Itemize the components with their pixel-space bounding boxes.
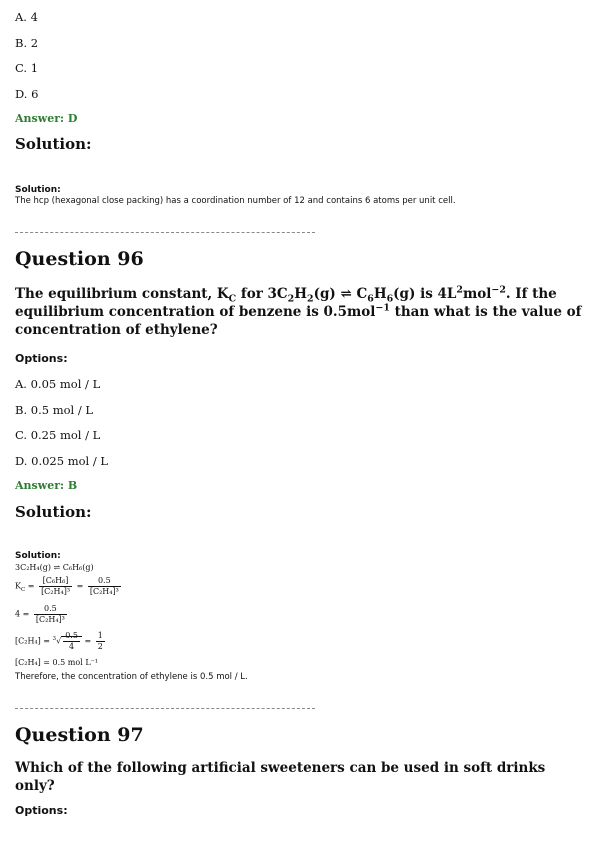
equation-four: 4 = $\frac{0.5}{\text{[C₂H₄]³}}$ <box>15 604 65 624</box>
option-b: B. 0.5 mol / L <box>15 403 94 417</box>
option-a: A. 4 <box>15 10 38 24</box>
option-c: C. 0.25 mol / L <box>15 428 101 442</box>
answer-label: Answer: D <box>15 112 78 125</box>
question-title: Question 97 <box>15 724 144 746</box>
divider <box>15 708 315 709</box>
option-d: D. 0.025 mol / L <box>15 454 109 468</box>
equation-root: [C₂H₄] = $^3$√ $\frac{0.5}{4}$ = $\frac{1}{2}$ <box>15 631 103 651</box>
divider <box>15 232 315 233</box>
option-b: B. 2 <box>15 36 39 50</box>
equation-kc: $K_C$ = $\frac{\text{[C₆H₆]}}{\text{[C₂H₄]³}}$ = $\frac{0.5}{\text{[C₂H₄]³}}$ <box>15 576 119 596</box>
question-text: Which of the following artificial sweeteners can be used in soft drinks only? <box>15 760 546 794</box>
options-heading: Options: <box>15 352 68 365</box>
option-a: A. 0.05 mol / L <box>15 377 101 391</box>
solution-label: Solution: <box>15 185 61 195</box>
equation-result: [C₂H₄] = 0.5 mol L⁻¹ <box>15 658 99 667</box>
option-d: D. 6 <box>15 87 39 101</box>
question-text: The equilibrium constant, $K_C$ for $3C_2H_2(g)$ ⇌ $C_6H_6(g)$ is $4L^2mol^{-2}$. If the equilibrium concentration of benzene is 0.5mol$^{-1}$ than what is the value of concentration of ethylene? <box>15 284 582 338</box>
question-title: Question 96 <box>15 248 144 270</box>
solution-label: Solution: <box>15 551 61 561</box>
answer-label: Answer: B <box>15 479 78 492</box>
option-c: C. 1 <box>15 61 39 75</box>
equation-line: 3C₂H₄(g) ⇌ C₆H₆(g) <box>15 563 94 572</box>
solution-text: The hcp (hexagonal close packing) has a coordination number of 12 and contains 6 atoms per unit cell. <box>15 196 456 206</box>
solution-heading: Solution: <box>15 503 92 521</box>
solution-conclusion: Therefore, the concentration of ethylene is 0.5 mol / L. <box>15 672 248 682</box>
options-heading: Options: <box>15 804 68 817</box>
solution-heading: Solution: <box>15 135 92 153</box>
